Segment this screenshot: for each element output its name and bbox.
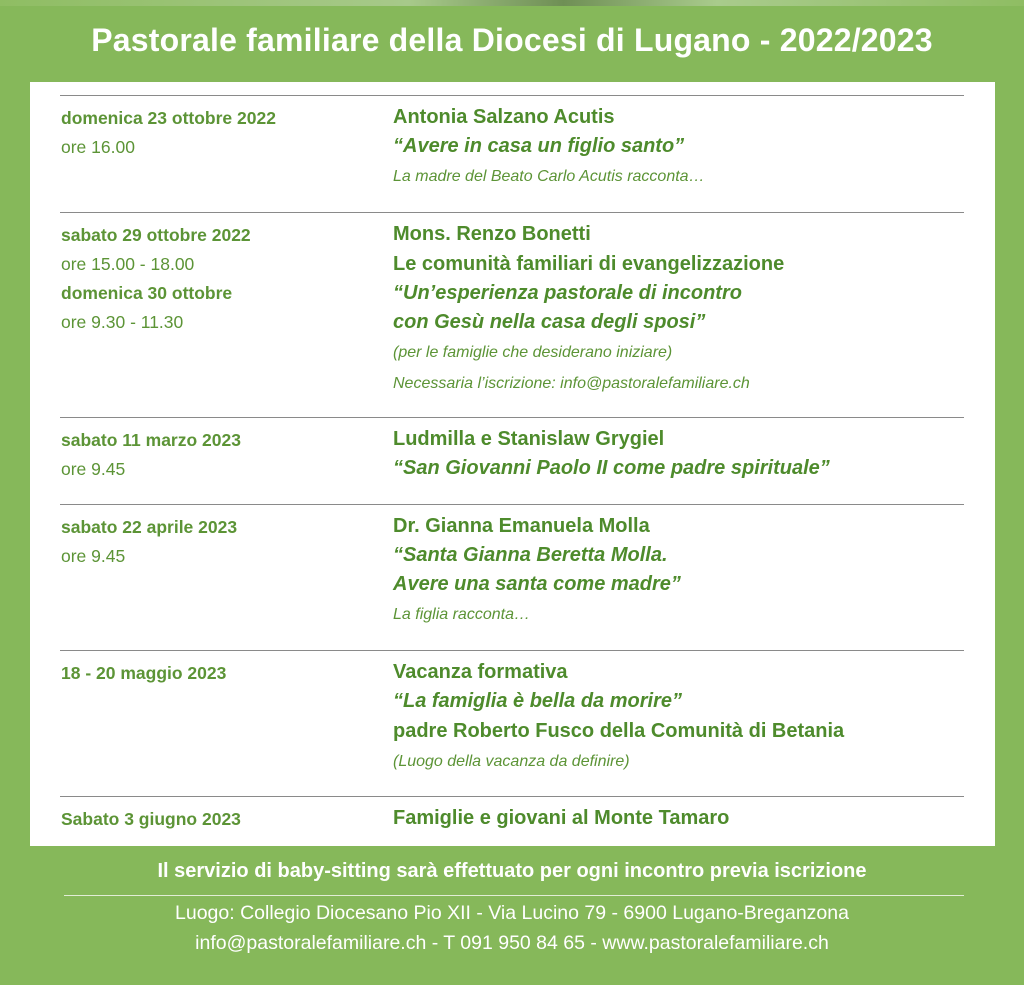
events-panel <box>30 82 995 846</box>
footer-divider <box>64 895 964 896</box>
event-speaker: Antonia Salzano Acutis <box>393 106 615 128</box>
event-date: sabato 11 marzo 2023 <box>61 430 241 450</box>
event-row <box>60 95 964 212</box>
event-speaker: Ludmilla e Stanislaw Grygiel <box>393 428 665 450</box>
event-row <box>60 212 964 417</box>
event-date: domenica 30 ottobre <box>61 283 233 303</box>
event-details <box>393 803 973 833</box>
event-subtitle: padre Roberto Fusco della Comunità di Betania <box>393 720 845 742</box>
event-speaker: Vacanza formativa <box>393 661 568 683</box>
babysitting-notice: Il servizio di baby-sitting sarà effettuato per ogni incontro previa iscrizione <box>157 860 867 882</box>
event-date: 18 - 20 maggio 2023 <box>61 663 227 683</box>
event-date: Sabato 3 giugno 2023 <box>61 809 241 829</box>
event-subtitle: Le comunità familiari di evangelizzazione <box>393 253 785 275</box>
event-talk-title: “Avere in casa un figlio santo” <box>393 135 685 157</box>
event-when <box>61 104 381 162</box>
venue-address: Luogo: Collegio Diocesano Pio XII - Via Lucino 79 - 6900 Lugano-Breganzona <box>175 902 849 924</box>
event-details <box>393 424 973 483</box>
event-row <box>60 796 964 845</box>
event-row <box>60 650 964 796</box>
event-talk-title: “San Giovanni Paolo II come padre spirituale” <box>393 457 830 479</box>
decorative-top-strip <box>0 0 1024 6</box>
event-note: Necessaria l’iscrizione: info@pastoralefamiliare.ch <box>393 375 750 392</box>
event-speaker: Mons. Renzo Bonetti <box>393 223 591 245</box>
event-details <box>393 511 973 630</box>
event-details <box>393 219 973 399</box>
contact-info: info@pastoralefamiliare.ch - T 091 950 84 65 - www.pastoralefamiliare.ch <box>195 932 829 954</box>
event-time: ore 9.30 - 11.30 <box>61 312 184 332</box>
event-details <box>393 657 973 777</box>
event-time: ore 9.45 <box>61 459 126 479</box>
event-note: La madre del Beato Carlo Acutis racconta… <box>393 168 705 185</box>
event-when <box>61 426 381 484</box>
event-note: La figlia racconta… <box>393 606 530 623</box>
event-when <box>61 659 381 688</box>
event-date: sabato 22 aprile 2023 <box>61 517 238 537</box>
event-row <box>60 417 964 504</box>
event-talk-title: con Gesù nella casa degli sposi” <box>393 311 706 333</box>
event-speaker: Famiglie e giovani al Monte Tamaro <box>393 807 730 829</box>
event-when <box>61 805 381 834</box>
event-note: (Luogo della vacanza da definire) <box>393 753 630 770</box>
event-details <box>393 102 973 192</box>
event-date: sabato 29 ottobre 2022 <box>61 225 251 245</box>
event-time: ore 9.45 <box>61 546 126 566</box>
event-note: (per le famiglie che desiderano iniziare) <box>393 344 673 361</box>
event-talk-title: “Un’esperienza pastorale di incontro <box>393 282 742 304</box>
event-talk-title: Avere una santa come madre” <box>393 573 681 595</box>
event-date: domenica 23 ottobre 2022 <box>61 108 276 128</box>
event-time: ore 16.00 <box>61 137 135 157</box>
page-title: Pastorale familiare della Diocesi di Lugano - 2022/2023 <box>91 22 933 58</box>
event-when <box>61 221 381 337</box>
event-talk-title: “Santa Gianna Beretta Molla. <box>393 544 668 566</box>
event-when <box>61 513 381 571</box>
event-speaker: Dr. Gianna Emanuela Molla <box>393 515 650 537</box>
event-talk-title: “La famiglia è bella da morire” <box>393 690 682 712</box>
event-time: ore 15.00 - 18.00 <box>61 254 195 274</box>
event-row <box>60 504 964 650</box>
